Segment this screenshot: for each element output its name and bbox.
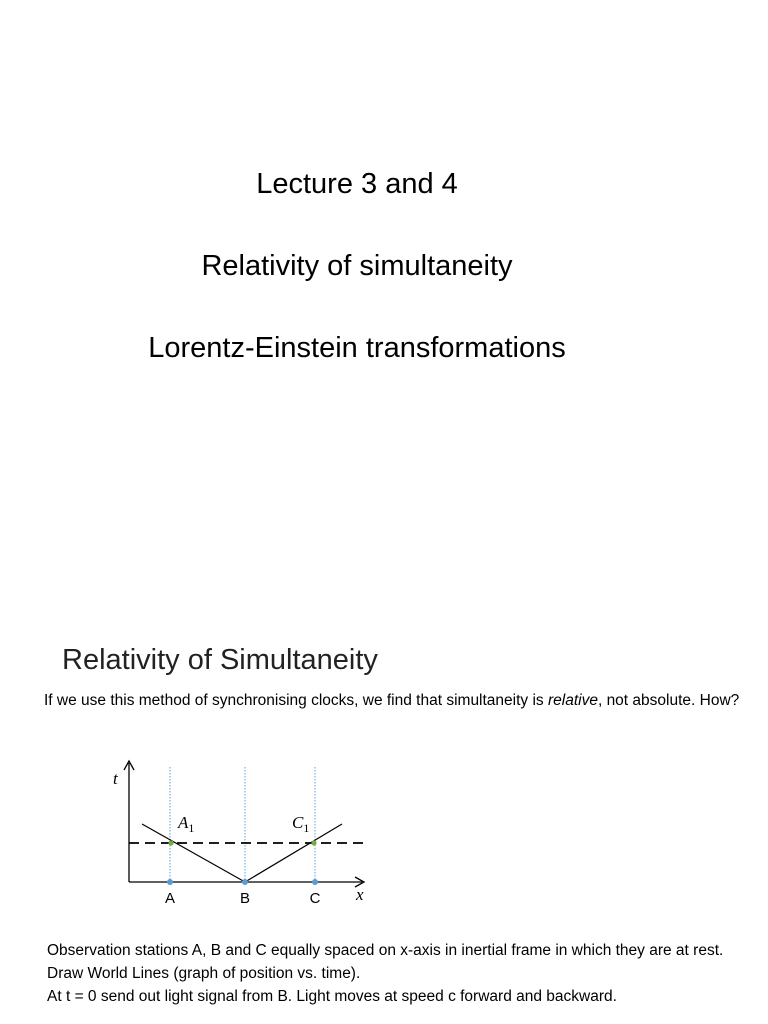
- event-c1-dot: [311, 840, 316, 845]
- station-c-label: C: [309, 890, 321, 907]
- station-a-dot: [167, 879, 173, 885]
- intro-paragraph: [44, 690, 744, 711]
- body-line-1: Observation stations A, B and C equally spaced on x-axis in inertial frame in which they are at rest.: [47, 942, 724, 959]
- event-a1-dot: [168, 840, 173, 845]
- body-line-2: Draw World Lines (graph of position vs. time).: [47, 965, 361, 982]
- event-c1-label: $C_1$: [292, 813, 310, 835]
- spacetime-diagram: [100, 755, 380, 915]
- station-b-dot: [242, 879, 248, 885]
- station-b-label: B: [239, 890, 251, 907]
- event-a1-label: $A_1$: [178, 813, 195, 835]
- t-axis-label: t: [113, 769, 118, 788]
- slide-title: Relativity of Simultaneity: [62, 644, 378, 676]
- lecture-title: Lecture 3 and 4: [256, 168, 458, 200]
- body-line-3: At t = 0 send out light signal from B. Light moves at speed c forward and backward.: [47, 988, 617, 1005]
- lecture-topic-simultaneity: Relativity of simultaneity: [201, 250, 513, 282]
- station-a-label: A: [164, 890, 176, 907]
- x-axis-label: x: [356, 885, 364, 904]
- intro-emphasis: relative: [547, 692, 598, 709]
- intro-text-end: , not absolute. How?: [597, 692, 740, 709]
- intro-text-start: If we use this method of synchronising clocks, we find that simultaneity is: [44, 692, 548, 709]
- station-c-dot: [312, 879, 318, 885]
- explanation-text: [47, 939, 747, 1008]
- lecture-topic-lorentz: Lorentz-Einstein transformations: [148, 332, 566, 364]
- light-ray-forward: [245, 824, 342, 882]
